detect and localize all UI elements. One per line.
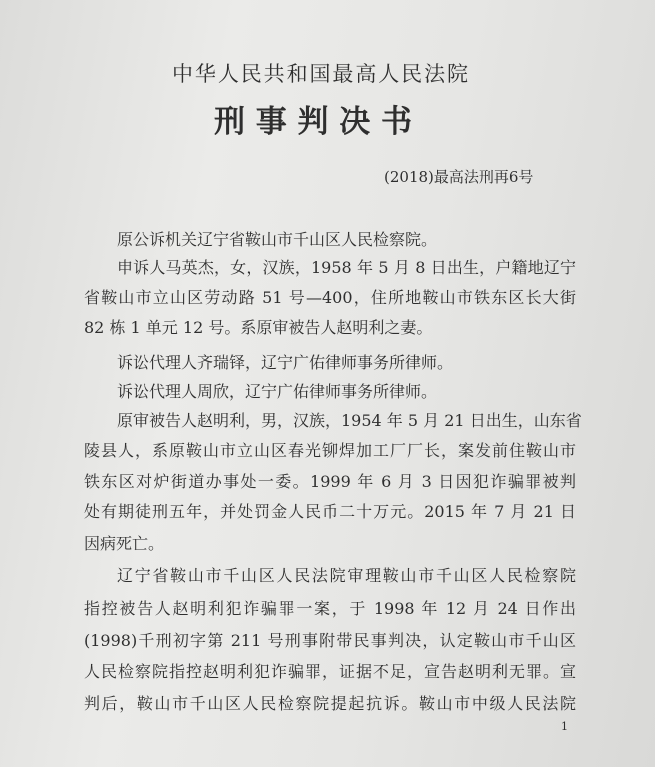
body-line: 指控被告人赵明利犯诈骗罪一案，于 1998 年 12 月 24 日作出 xyxy=(84,599,576,618)
body-line: 原公诉机关辽宁省鞍山市千山区人民检察院。 xyxy=(117,230,438,249)
document-title: 刑事判决书 xyxy=(214,104,412,140)
body-line: 辽宁省鞍山市千山区人民法院审理鞍山市千山区人民检察院 xyxy=(117,566,576,585)
body-line: 判后，鞍山市千山区人民检察院提起抗诉。鞍山市中级人民法院 xyxy=(84,694,576,713)
court-name: 中华人民共和国最高人民法院 xyxy=(172,62,468,86)
body-line: (1998)千刑初字第 211 号刑事附带民事判决，认定鞍山市千山区 xyxy=(84,631,576,650)
case-number: (2018)最高法刑再6号 xyxy=(384,168,534,186)
body-line: 诉讼代理人齐瑞铎，辽宁广佑律师事务所律师。 xyxy=(117,353,454,372)
body-line: 诉讼代理人周欣，辽宁广佑律师事务所律师。 xyxy=(117,382,438,401)
body-line: 铁东区对炉街道办事处一委。1999 年 6 月 3 日因犯诈骗罪被判 xyxy=(84,472,576,491)
body-line: 陵县人，系原鞍山市立山区春光铆焊加工厂厂长，案发前住鞍山市 xyxy=(84,441,576,460)
body-line: 82 栋 1 单元 12 号。系原审被告人赵明利之妻。 xyxy=(84,318,433,337)
body-line: 处有期徒刑五年，并处罚金人民币二十万元。2015 年 7 月 21 日 xyxy=(84,502,576,521)
body-line: 因病死亡。 xyxy=(84,534,165,553)
body-line: 申诉人马英杰，女，汉族，1958 年 5 月 8 日出生，户籍地辽宁 xyxy=(117,258,576,277)
page-number: 1 xyxy=(561,720,568,733)
body-line: 人民检察院指控赵明利犯诈骗罪，证据不足，宣告赵明利无罪。宣 xyxy=(84,662,576,681)
body-line: 原审被告人赵明利，男，汉族，1954 年 5 月 21 日出生，山东省 xyxy=(117,411,582,430)
body-line: 省鞍山市立山区劳动路 51 号—400，住所地鞍山市铁东区长大街 xyxy=(84,288,576,307)
